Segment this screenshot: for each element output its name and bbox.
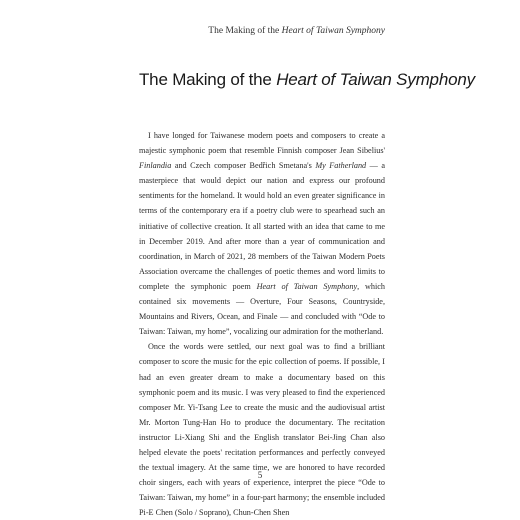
paragraph-1 <box>139 128 385 339</box>
chapter-title-text: The Making of the <box>139 70 277 89</box>
work-title-my-fatherland: My Fatherland <box>315 161 367 171</box>
paragraph-2 <box>139 339 385 520</box>
chapter-title-italic: Heart of Taiwan Symphony <box>276 70 475 89</box>
work-title-finlandia: Finlandia <box>139 161 172 171</box>
text-segment: — a masterpiece that would depict our nation and express our profound sentiments for the homeland. It would hold an even greater significance in terms of the contemporary era if a poetry club were to spearhead such an initiative of collective creation. It all started with an idea that came to me in December 2019. And after more than a year of communication and coordination, in March of 2021, 28 members of the Taiwan Modern Poets Association overcame the challenges of poetic themes and word limits to complete the symphonic poem <box>139 161 386 291</box>
running-header <box>208 26 385 36</box>
text-segment: , which contained six movements — Overture, Four Seasons, Countryside, Mountains and Rivers, Ocean, and Finale — and concluded with “Ode to Taiwan: Taiwan, my home”, vocalizing our admiration for the motherland. <box>139 281 385 337</box>
text-segment: I have longed for Taiwanese modern poets and composers to create a majestic symphonic poem that resemble Finnish composer Jean Sibelius' <box>139 131 385 156</box>
running-header-italic: Heart of Taiwan Symphony <box>281 26 385 36</box>
running-header-text: The Making of the <box>208 26 282 36</box>
work-title-heart-of-taiwan: Heart of Taiwan Symphony <box>256 281 358 291</box>
page-number: 5 <box>257 470 263 480</box>
body-text <box>139 128 385 520</box>
text-segment: Once the words were settled, our next goal was to find a brilliant composer to score the music for the epic collection of poems. If possible, I had an even greater dream to make a documentary based on this symphonic poem and its music. I was very pleased to find the experienced composer Mr. Yi-Tsang Lee to create the music and the audiovisual artist Mr. Morton Tung-Han Ho to produce the documentary. The recitation instructor Li-Xiang Shi and the English translator Bei-Jing Chan also helped elevate the poets' recitation performances and perfectly conveyed the textual imagery. At the same time, we are honored to have recorded choir singers, each with years of experience, interpret the piece “Ode to Taiwan: Taiwan, my home” in a four-part harmony; the ensemble included Pi-E Chen (Solo / Soprano), Chun-Chen Shen <box>139 342 385 518</box>
text-segment: and Czech composer Bedřich Smetana's <box>171 161 316 171</box>
chapter-title <box>139 70 475 90</box>
